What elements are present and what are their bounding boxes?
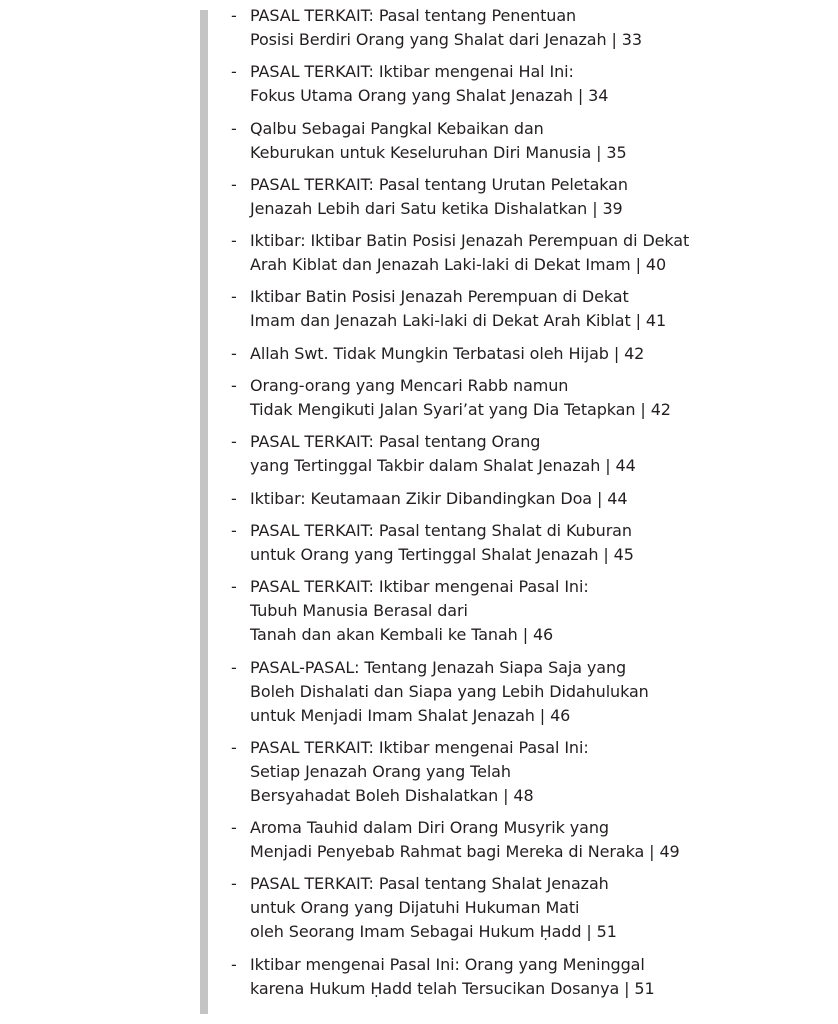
entry-line: Bersyahadat Boleh Dishalatkan | 48 [250, 785, 534, 805]
entry-line: Orang-orang yang Mencari Rabb namun [250, 376, 569, 396]
entry-line: Posisi Berdiri Orang yang Shalat dari Jenazah | 33 [250, 30, 642, 49]
toc-entry [231, 229, 831, 277]
toc-entry [231, 117, 831, 165]
entry-line: Tidak Mengikuti Jalan Syari’at yang Dia Tetapkan | 42 [250, 400, 671, 420]
bullet-dash: - [231, 737, 237, 757]
entry-line: PASAL TERKAIT: Iktibar mengenai Pasal Ini: [250, 577, 589, 597]
toc-entry [231, 342, 831, 366]
entry-line: Jenazah Lebih dari Satu ketika Dishalatkan | 39 [250, 198, 623, 218]
bullet-dash: - [231, 520, 237, 540]
entry-line: Iktibar: Keutamaan Zikir Dibandingkan Doa | 44 [250, 488, 628, 508]
entry-line: Menjadi Penyebab Rahmat bagi Mereka di Neraka | 49 [250, 842, 680, 862]
entry-line: untuk Menjadi Imam Shalat Jenazah | 46 [250, 705, 571, 725]
bullet-dash: - [231, 287, 237, 307]
toc-entry [231, 953, 831, 1001]
toc-entry [231, 285, 831, 333]
entry-line: Tubuh Manusia Berasal dari [250, 601, 468, 621]
entry-line: PASAL TERKAIT: Pasal tentang Urutan Peletakan [250, 174, 628, 194]
entry-line: Iktibar mengenai Pasal Ini: Orang yang Meninggal [250, 954, 645, 974]
entry-line: PASAL TERKAIT: Pasal tentang Penentuan [250, 6, 577, 25]
entry-line: PASAL TERKAIT: Pasal tentang Shalat di Kuburan [250, 520, 632, 540]
entry-line: Keburukan untuk Keseluruhan Diri Manusia | 35 [250, 142, 627, 162]
bullet-dash: - [231, 174, 237, 194]
bullet-dash: - [231, 874, 237, 894]
entry-line: PASAL TERKAIT: Iktibar mengenai Pasal Ini: [250, 737, 589, 757]
entry-line: untuk Orang yang Tertinggal Shalat Jenazah | 45 [250, 544, 634, 564]
bullet-dash: - [231, 231, 237, 251]
entry-line: Setiap Jenazah Orang yang Telah [250, 761, 511, 781]
entry-line: Boleh Dishalati dan Siapa yang Lebih Didahulukan [250, 681, 649, 701]
bullet-dash: - [231, 432, 237, 452]
entry-line: Imam dan Jenazah Laki-laki di Dekat Arah Kiblat | 41 [250, 311, 667, 331]
toc-entry [231, 173, 831, 221]
toc-entry [231, 4, 831, 52]
entry-line: Allah Swt. Tidak Mungkin Terbatasi oleh Hijab | 42 [250, 343, 645, 363]
toc-entry [231, 487, 831, 511]
bullet-dash: - [231, 657, 237, 677]
table-of-contents [231, 4, 831, 1009]
bullet-dash: - [231, 118, 237, 138]
entry-line: karena Hukum Ḥadd telah Tersucikan Dosanya | 51 [250, 978, 655, 998]
entry-line: Qalbu Sebagai Pangkal Kebaikan dan [250, 118, 544, 138]
bullet-dash: - [231, 6, 237, 25]
toc-entry [231, 736, 831, 808]
toc-entry [231, 374, 831, 422]
bullet-dash: - [231, 62, 237, 82]
toc-margin-bar [200, 10, 208, 1014]
toc-entry [231, 430, 831, 478]
entry-line: Iktibar: Iktibar Batin Posisi Jenazah Perempuan di Dekat [250, 231, 690, 251]
entry-line: oleh Seorang Imam Sebagai Hukum Ḥadd | 51 [250, 922, 617, 942]
entry-line: yang Tertinggal Takbir dalam Shalat Jenazah | 44 [250, 456, 636, 476]
entry-line: PASAL TERKAIT: Pasal tentang Orang [250, 432, 541, 452]
entry-line: PASAL TERKAIT: Pasal tentang Shalat Jenazah [250, 874, 609, 894]
bullet-dash: - [231, 954, 237, 974]
toc-entry [231, 872, 831, 944]
bullet-dash: - [231, 488, 237, 508]
toc-entry [231, 656, 831, 728]
entry-line: Tanah dan akan Kembali ke Tanah | 46 [250, 625, 554, 645]
bullet-dash: - [231, 577, 237, 597]
bullet-dash: - [231, 343, 237, 363]
toc-entry [231, 519, 831, 567]
entry-line: Arah Kiblat dan Jenazah Laki-laki di Dekat Imam | 40 [250, 255, 667, 275]
entry-line: PASAL-PASAL: Tentang Jenazah Siapa Saja yang [250, 657, 627, 677]
toc-entry [231, 575, 831, 647]
entry-line: Fokus Utama Orang yang Shalat Jenazah | 34 [250, 86, 609, 106]
toc-entry [231, 816, 831, 864]
entry-line: Iktibar Batin Posisi Jenazah Perempuan di Dekat [250, 287, 629, 307]
entry-line: untuk Orang yang Dijatuhi Hukuman Mati [250, 898, 580, 918]
bullet-dash: - [231, 818, 237, 838]
entry-line: PASAL TERKAIT: Iktibar mengenai Hal Ini: [250, 62, 574, 82]
toc-entry [231, 60, 831, 108]
entry-line: Aroma Tauhid dalam Diri Orang Musyrik yang [250, 818, 609, 838]
bullet-dash: - [231, 376, 237, 396]
